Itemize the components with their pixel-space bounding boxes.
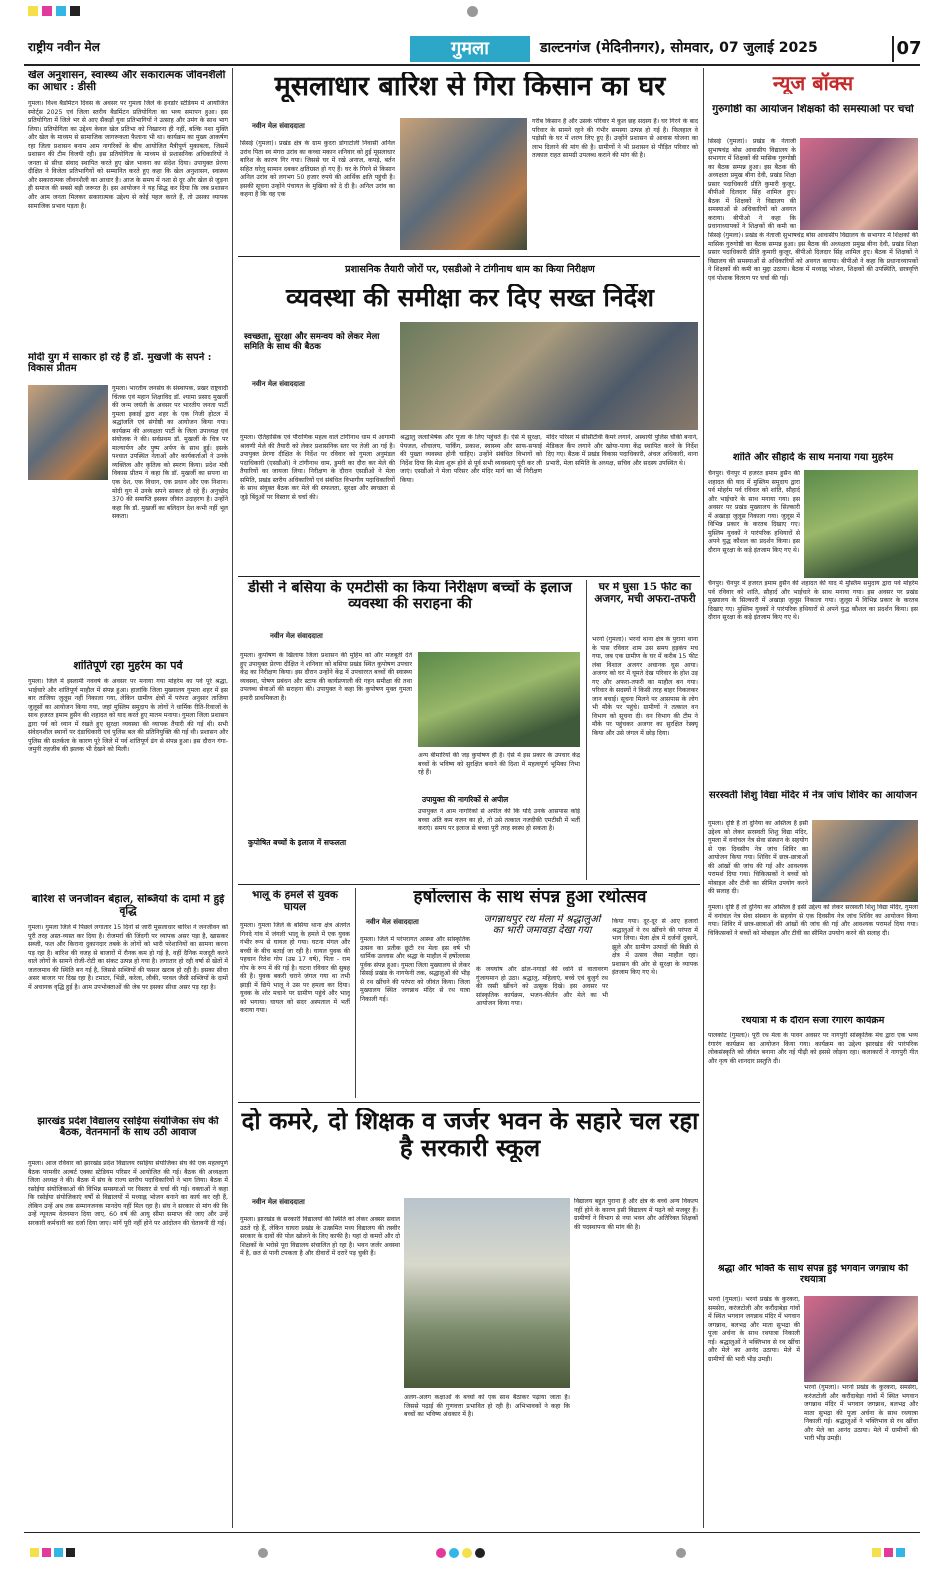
left-a5-headline: झारखंड प्रदेश विद्यालय रसोईया संयोजिका संघ की बैठक, वेतनमानों के साथ उठी आवाज bbox=[37, 1116, 219, 1139]
right-r2-body-b: चैनपुर। चैनपुर में हजरत इमाम हुसैन की शहादत की याद में मुस्लिम समुदाय द्वारा पर्व मोहर्रम पर्व रविवार को शांति, सौहार्द और भाईचारे के साथ मनाया गया। इस अवसर पर प्रखंड मुख्यालय के सिल्कारी में अखाड़ा जुलूस निकाला गया। जुलूस में विभिन्न प्रकार के करतब दिखाए गए। मुस्लिम युवकों ने पारंपरिक हथियारों से अपने युद्ध कौशल का प्रदर्शन किया। इस दौरान सुरक्षा के कड़े इंतजाम किए गए थे। bbox=[708, 580, 918, 622]
right-r1-body-a: सिसई (गुमला)। प्रखंड के नेताजी सुभाषचंद्र बोस आवासीय विद्यालय के सभागार में शिक्षकों की मासिक गुरुगोष्ठी का बैठक सम्पन्न हुआ। इस बैठक की अध्यक्षता प्रमुख बीना देवी, प्रखंड शिक्षा प्रसार पदाधिकारी प्रीति कुमारी कुजूर, बीपीओ दिलदार सिंह शामिल हुए। बैठक में शिक्षकों ने विद्यालय की समस्याओं से अधिकारियों को अवगत कराया। बीपीओ ने कहा कि प्रधानाध्यापकों ने शिक्षकों की कमी का bbox=[708, 138, 796, 230]
school-byline: नवीन मेल संवाददाता bbox=[252, 1198, 305, 1206]
dc-subhead: कुपोषित बच्चों के इलाज में सफलता bbox=[248, 838, 347, 847]
top-story-photo bbox=[400, 118, 527, 250]
dc-body-3: उपायुक्त ने आम नागरिकों से अपील की कि यदि उनके आसपास कोई बच्चा अति कम वजन का हो, तो उसे तत्काल नजदीकी एमटीसी में भर्ती कराएं। समय पर इलाज से बच्चा पूरी तरह स्वस्थ हो सकता है। bbox=[418, 808, 580, 833]
top-story-headline: मूसलाधार बारिश से गिरा किसान का घर bbox=[274, 72, 666, 102]
rath-body-1: गुमला। जिले में परंपरागत आस्था और सांस्कृतिक उत्सव का प्रतीक छूटी रथ मेला इस वर्ष भी धार्मिक उल्लास और श्रद्धा के माहौल में हर्षोल्लास पूर्वक संपन्न हुआ। गुमला जिला मुख्यालय से लेकर सिसई प्रखंड के नागफेनी तक, श्रद्धालुओं की भीड़ से रथ खींचने की परंपरा को जीवंत किया। जिला मुख्यालय स्थित जगन्नाथ मंदिर से रथ यात्रा निकाली गई। bbox=[360, 936, 470, 1003]
house-rule bbox=[586, 580, 587, 880]
reg-mark-bottom-right bbox=[872, 1548, 905, 1557]
reg-mark-bottom-center bbox=[436, 1548, 485, 1558]
review-top-rule bbox=[238, 256, 700, 257]
right-r5-body-a: भरनो (गुमला)। भरनो प्रखंड के कुरकरा, समसेरा, करंजटोली और करौंदाबेड़ा गांवों में स्थित भगवान जगन्नाथ मंदिर में भगवान जगन्नाथ, बलभद्र और माता सुभद्रा की पूजा अर्चना के साथ रथयात्रा निकाली गई। श्रद्धालुओं ने भक्तिभाव से रथ खींचा और मेले का आनंद उठाया। मेले में ग्रामीणों की भारी भीड़ उमड़ी। bbox=[708, 1296, 800, 1363]
house-body: भरनो (गुमला)। भरनो थाना क्षेत्र के पुराना थाना के पास रविवार शाम उस समय हड़कंप मच गया, जब एक ग्रामीण के घर में करीब 15 फीट लंबा विशाल अजगर अचानक घुस आया। अजगर को घर में घूमते देख परिवार के होश उड़ गए और अफरा-तफरी का माहौल बन गया। परिवार के सदस्यों ने किसी तरह बाहर निकलकर जान बचाई। सूचना मिलने पर आसपास के लोग भी मौके पर पहुंचे। ग्रामीणों ने तत्काल वन विभाग को सूचना दी। वन विभाग की टीम ने मौके पर पहुंचकर अजगर का सुरक्षित रेस्क्यू किया और उसे जंगल में छोड़ दिया। bbox=[592, 636, 698, 738]
dc-subhead-2: उपायुक्त की नागरिकों से अपील bbox=[422, 795, 509, 804]
left-a2-headline: मोदी युग में साकार हो रहे हैं डॉ. मुखर्जी के सपने : विकास प्रीतम bbox=[28, 352, 212, 375]
reg-mark-top bbox=[28, 6, 188, 16]
review-body-3: मंदिर परिसर में सीसीटीवी कैमरे लगाने, अस्थायी पुलिस चौकी बनाने, मेडिकल कैंप लगाने और खोया-पाया केंद्र स्थापित करने के निर्देश दिए गए। बैठक में प्रखंड विकास पदाधिकारी, अंचल अधिकारी, थाना प्रभारी, मेला समिति के अध्यक्ष, सचिव और सदस्य उपस्थित थे। bbox=[546, 434, 698, 467]
left-a5-body: गुमला। आज रविवार को झारखंड प्रदेश विद्यालय रसोईया संयोजिका संघ की एक महत्वपूर्ण बैठक परमवीर अल्बर्ट एक्का स्टेडियम परिसर में आयोजित की गई। बैठक की अध्यक्षता जिला अध्यक्ष ने की। बैठक में संघ के राज्य स्तरीय पदाधिकारियों ने भाग लिया। बैठक में रसोईया संयोजिकाओं की विभिन्न समस्याओं पर विस्तार से चर्चा की गई। वक्ताओं ने कहा कि रसोईया संयोजिकाएं वर्षों से विद्यालयों में मध्याह्न भोजन बनाने का कार्य कर रही हैं, लेकिन उन्हें अब तक सम्मानजनक मानदेय नहीं मिल रहा है। संघ ने सरकार से मांग की कि उन्हें न्यूनतम वेतनमान दिया जाए, 60 वर्ष की आयु सीमा समाप्त की जाए और उन्हें सरकारी कर्मचारी का दर्जा दिया जाए। मांगें पूरी नहीं होने पर आंदोलन की चेतावनी दी गई। bbox=[28, 1160, 228, 1227]
left-a3-headline: शांतिपूर्ण रहा मुहर्रम का पर्व bbox=[73, 660, 183, 672]
rath-body-3: किया गया। दूर-दूर से आए हजारों श्रद्धालुओं ने रथ खींचने की परंपरा में भाग लिया। मेला क्षेत्र में दर्जनों दुकानें, झूले और ग्रामीण उत्पादों की बिक्री से क्षेत्र में उत्सव जैसा माहौल रहा। प्रशासन की ओर से सुरक्षा के व्यापक इंतजाम किए गए थे। bbox=[612, 918, 698, 977]
school-headline: दो कमरे, दो शिक्षक व जर्जर भवन के सहारे चल रहा है सरकारी स्कूल bbox=[241, 1108, 699, 1162]
left-a1-body: गुमला। विश्व बैडमिंटन दिवस के अवसर पर गुमला जिले के इनडोर स्टेडियम में आयोजित स्पोर्ट्स 2025 एवं जिला स्तरीय बैडमिंटन प्रतियोगिता का भव्य समापन हुआ। इस प्रतियोगिता में जिले भर से आए सैकड़ों युवा प्रतिभागियों ने उत्साह और उमंग के साथ भाग लिया। प्रतियोगिता का उद्देश्य केवल खेल प्रतिभा को निखारना ही नहीं, बल्कि नशा मुक्ति और खेल के माध्यम से सामाजिक जागरूकता फैलाना भी था। कार्यक्रम का मुख्य आकर्षण रहा जिला प्रशासन बनाम आम नागरिकों के बीच आयोजित मैत्रीपूर्ण मुकाबला, जिसमें प्रशासन की टीम विजयी रही। इस प्रतियोगिता के माध्यम से प्रशासनिक अधिकारियों ने जनता से सीधा संवाद स्थापित करते हुए खेल भावना का संदेश दिया। उपायुक्त प्रेरणा दीक्षित ने विजेता प्रतिभागियों को सम्मानित करते हुए कहा कि खेल अनुशासन, स्वास्थ्य और सकारात्मक जीवनशैली का आधार है। आज के समय में नशा से दूर और खेल से जुड़ना ही समाज की सबसे बड़ी जरूरत है। इस आयोजन ने यह सिद्ध कर दिया कि जब प्रशासन और आम जनता मिलकर सकारात्मक उद्देश्य से कोई पहल करते हैं, तो उसका व्यापक सामाजिक प्रभाव पड़ता है। bbox=[28, 100, 228, 210]
top-story-body-2: गरीब किसान है और उसके परिवार में कुल छह सदस्य हैं। घर गिरने के बाद परिवार के सामने रहने की गंभीर समस्या उत्पन्न हो गई है। फिलहाल वे पड़ोसी के घर में शरण लिए हुए हैं। उन्होंने प्रशासन से आवास योजना का लाभ दिलाने की मांग की है। ग्रामीणों ने भी प्रशासन से पीड़ित परिवार को तत्काल राहत सामग्री उपलब्ध कराने की मांग की है। bbox=[532, 118, 698, 160]
column-rule-right bbox=[703, 68, 704, 1528]
right-r2-photo bbox=[804, 470, 918, 578]
dc-headline: डीसी ने बसिया के एमटीसी का किया निरीक्षण बच्चों के इलाज व्यवस्था की सराहना की bbox=[248, 580, 572, 613]
top-story-body-1: सिसई (गुमला)। प्रखंड क्षेत्र के ग्राम कुदरा डोंगाटोली निवासी अनिल उरांव पिता स्व मंगरा उरांव का कच्चा मकान शनिवार को हुई मूसलाधार बारिश के कारण गिर गया। जिससे घर में रखे अनाज, कपड़े, बर्तन सहित घरेलू सामान दबकर क्षतिग्रस्त हो गए हैं। घर के गिरने से किसान अनिल उरांव को लगभग 50 हजार रुपये की आर्थिक क्षति पहुंची है। इसकी सूचना उन्होंने पंचायत के मुखिया को दे दी है। अनिल उरांव का कहना है कि वह एक bbox=[240, 140, 395, 199]
dc-body-2: अन्य बीमारियों की जड़ कुपोषण ही है। ऐसे में इस प्रकार के उपचार केंद्र बच्चों के भविष्य को सुरक्षित बनाने की दिशा में महत्वपूर्ण भूमिका निभा रहे हैं। bbox=[418, 752, 580, 777]
school-body-1: गुमला। झारखंड के सरकारी विद्यालयों की स्थिति को लेकर अक्सर सवाल उठते रहे हैं, लेकिन घाघरा प्रखंड के उत्क्रमित मध्य विद्यालय की तस्वीर सरकार के दावों की पोल खोलने के लिए काफी है। यहां दो कमरों और दो शिक्षकों के भरोसे पूरा विद्यालय संचालित हो रहा है। भवन जर्जर अवस्था में है, छत से पानी टपकता है और दीवारों में दरारें पड़ चुकी हैं। bbox=[240, 1216, 400, 1258]
review-bullet: स्वच्छता, सुरक्षा और समन्वय को लेकर मेला समिति के साथ की बैठक bbox=[244, 332, 380, 353]
reg-mark-bottom-mid bbox=[258, 1548, 268, 1558]
bear-top-rule bbox=[238, 884, 700, 885]
dc-photo bbox=[418, 652, 580, 747]
rath-quote: जगन्नाथपुर रथ मेला में श्रद्धालुओं का भारी जमावड़ा देखा गया bbox=[483, 914, 601, 937]
review-body-2: श्रद्धालु जलाभिषेक और पूजा के लिए पहुंचते हैं। ऐसे में सुरक्षा, पेयजल, शौचालय, पार्किंग, प्रकाश, स्वास्थ्य और साफ-सफाई की पुख्ता व्यवस्था होनी चाहिए। उन्होंने संबंधित विभागों को निर्देश दिया कि मेला शुरू होने से पूर्व सभी व्यवस्थाएं पूरी कर ली जाएं। एसडीओ ने मेला परिसर और मंदिर मार्ग का भी निरीक्षण किया। bbox=[400, 434, 542, 484]
dc-byline: नवीन मेल संवाददाता bbox=[270, 632, 323, 640]
bear-body: गुमला। गुमला जिले के बसिया थाना क्षेत्र अंतर्गत गिनदे गांव में जंगली भालू के हमले में एक युवक गंभीर रूप से घायल हो गया। घटना मंगल और बच्ची के बीच बताई जा रही है। घायल युवक की पहचान रितेश गोप (उम्र 17 वर्ष), पिता - राम गोप के रूप में की गई है। घटना रविवार की सुबह की है। युवक बकरी चराने जंगल गया था तभी झाड़ी में छिपे भालू ने उस पर हमला कर दिया। युवक के शोर मचाने पर ग्रामीण पहुंचे और भालू को भगाया। घायल को सदर अस्पताल में भर्ती कराया गया। bbox=[240, 922, 350, 1015]
right-r2-body-a: चैनपुर। चैनपुर में हजरत इमाम हुसैन की शहादत की याद में मुस्लिम समुदाय द्वारा पर्व मोहर्रम पर्व रविवार को शांति, सौहार्द और भाईचारे के साथ मनाया गया। इस अवसर पर प्रखंड मुख्यालय के सिल्कारी में अखाड़ा जुलूस निकाला गया। जुलूस में विभिन्न प्रकार के करतब दिखाए गए। मुस्लिम युवकों ने पारंपरिक हथियारों से अपने युद्ध कौशल का प्रदर्शन किया। इस दौरान सुरक्षा के कड़े इंतजाम किए गए थे। bbox=[708, 470, 800, 554]
paper-name: राष्ट्रीय नवीन मेल bbox=[28, 40, 100, 54]
left-a4-body: गुमला। गुमला जिले में पिछले लगातार 15 दिनों से जारी मूसलाधार बारिश ने जनजीवन को पूरी तरह अस्त-व्यस्त कर दिया है। रोजमर्रा की जिंदगी पर व्यापक असर पड़ा है, खासकर सब्जी, फल और किराना दुकानदार तबके के लोगों को भारी परेशानियों का सामना करना पड़ रहा है। बारिश की वजह से बाजारों में रौनक कम हो गई है, वहीं दैनिक मजदूरी करने वाले लोगों के सामने रोजी-रोटी का संकट उत्पन्न हो गया है। लगातार हो रही वर्षा से खेतों में जलजमाव की स्थिति बन गई है, जिससे सब्जियों की फसल खराब हो रही है। इसका सीधा असर बाजार पर दिख रहा है। टमाटर, भिंडी, करेला, लौकी, परवल जैसी सब्जियों के दामों में अचानक वृद्धि हुई है। आम उपभोक्ताओं की जेब पर इसका सीधा असर पड़ रहा है। bbox=[28, 924, 228, 991]
house-headline: घर में घुसा 15 फीट का अजगर, मची अफरा-तफरी bbox=[594, 582, 696, 605]
dateline: डाल्टनगंज (मेदिनीनगर), सोमवार, 07 जुलाई 2025 bbox=[540, 40, 818, 56]
dc-body-1: गुमला। कुपोषण के खिलाफ जिला प्रशासन की मुहिम को और मजबूती देते हुए उपायुक्त प्रेरणा दीक्षित ने शनिवार को बसिया प्रखंड स्थित कुपोषण उपचार केंद्र का निरीक्षण किया। इस दौरान उन्होंने केंद्र में उपचाररत बच्चों की स्वास्थ्य व्यवस्था, पोषण प्रबंधन और स्टाफ की कार्यप्रणाली की गहन समीक्षा की तथा उपलब्ध सेवाओं की सराहना की। उपायुक्त ने कहा कि कुपोषण मुक्त गुमला हमारी प्राथमिकता है। bbox=[240, 652, 412, 702]
left-a2-body: गुमला। भारतीय जनसंघ के संस्थापक, प्रखर राष्ट्रवादी चिंतक एवं महान शिक्षाविद डॉ. श्यामा प्रसाद मुखर्जी की जन्म जयंती के अवसर पर भारतीय जनता पार्टी गुमला इकाई द्वारा शहर के एक निजी होटल में श्रद्धांजलि एवं संगोष्ठी का आयोजन किया गया। कार्यक्रम की अध्यक्षता पार्टी के जिला उपाध्यक्ष एवं संयोजक ने की। सर्वप्रथम डॉ. मुखर्जी के चित्र पर माल्यार्पण और पुष्प अर्पण के साथ हुई। इसके पश्चात उपस्थित नेताओं और कार्यकर्ताओं ने उनके व्यक्तित्व और कृतित्व को स्मरण किया। प्रदेश मंत्री विकास प्रीतम ने कहा कि डॉ. मुखर्जी का सपना था एक देश, एक विधान, एक प्रधान और एक निशान। मोदी युग में उनके सपने साकार हो रहे हैं। अनुच्छेद 370 की समाप्ति इसका जीवंत उदाहरण है। उन्होंने कहा कि डॉ. मुखर्जी का बलिदान देश कभी नहीं भूल सकता। bbox=[112, 385, 228, 521]
right-r3-headline: सरस्वती शिशु विद्या मंदिर में नेत्र जांच शिविर का आयोजन bbox=[708, 790, 917, 801]
right-r1-body-b: सिसई (गुमला)। प्रखंड के नेताजी सुभाषचंद्र बोस आवासीय विद्यालय के सभागार में शिक्षकों की मासिक गुरुगोष्ठी का बैठक सम्पन्न हुआ। इस बैठक की अध्यक्षता प्रमुख बीना देवी, प्रखंड शिक्षा प्रसार पदाधिकारी प्रीति कुमारी कुजूर, बीपीओ दिलदार सिंह शामिल हुए। बैठक में शिक्षकों ने विद्यालय की समस्याओं से अधिकारियों को अवगत कराया। बीपीओ ने कहा कि प्रधानाध्यापकों ने शिक्षकों की कमी का मुद्दा उठाया। बैठक में मध्याह्न भोजन, शिक्षकों की उपस्थिति, छात्रवृत्ति एवं पोशाक वितरण पर चर्चा की गई। bbox=[708, 232, 918, 282]
right-r5-photo bbox=[804, 1296, 918, 1382]
review-photo bbox=[400, 322, 698, 430]
top-story-byline: नवीन मेल संवाददाता bbox=[252, 122, 305, 130]
right-r4-body: पालकोट (गुमला)। पूरी रथ मेला के पावन अवसर पर नागपुरी सांस्कृतिक मंच द्वारा एक भव्य रंगारंग कार्यक्रम का आयोजन किया गया। कार्यक्रम का उद्देश्य झारखंड की पारंपरिक लोकसंस्कृति को जीवंत बनाना और नई पीढ़ी को इससे जोड़ना रहा। कलाकारों ने नागपुरी गीत और नृत्य की शानदार प्रस्तुति दी। bbox=[708, 1032, 918, 1065]
reg-mark-bottom-left bbox=[30, 1548, 75, 1557]
right-r4-headline: रथयात्रा में के दौरान सजा रंगारंग कार्यक्रम bbox=[741, 1016, 885, 1026]
column-rule-left bbox=[232, 68, 233, 1528]
school-top-rule bbox=[238, 1102, 700, 1103]
review-body-1: गुमला। ऐतिहासिक एवं पौराणिक महत्व वाले टांगीनाथ धाम में आगामी श्रावणी मेले की तैयारी को लेकर प्रशासनिक स्तर पर तेजी आ गई है। उपायुक्त प्रेरणा दीक्षित के निर्देश पर रविवार को गुमला अनुमंडल पदाधिकारी (एसडीओ) ने टांगीनाथ धाम, डुमरी का दौरा कर मेले की तैयारियों का जायजा लिया। निरीक्षण के दौरान एसडीओ ने मेला समिति, प्रखंड स्तरीय अधिकारियों एवं संबंधित विभागीय पदाधिकारियों के साथ संयुक्त बैठक कर मेले की सफलता, सुरक्षा और स्वच्छता से जुड़े बिंदुओं पर विस्तार से चर्चा की। bbox=[240, 434, 395, 501]
bear-headline: भालू के हमले से युवक घायल bbox=[252, 890, 338, 913]
section-title: गुमला bbox=[410, 36, 530, 62]
masthead-rule bbox=[24, 64, 920, 66]
page-number: 07 bbox=[892, 36, 924, 62]
school-body-3: विद्यालय बहुत पुराना है और क्षेत्र के बच्चे अन्य विकल्प नहीं होने के कारण इसी विद्यालय में पढ़ने को मजबूर हैं। ग्रामीणों ने विभाग से नया भवन और अतिरिक्त शिक्षकों की पदस्थापना की मांग की है। bbox=[574, 1198, 698, 1231]
review-byline: नवीन मेल संवाददाता bbox=[252, 380, 305, 388]
news-box-title: न्यूज बॉक्स bbox=[772, 72, 854, 95]
right-r5-body-b: भरनो (गुमला)। भरनो प्रखंड के कुरकरा, समसेरा, करंजटोली और करौंदाबेड़ा गांवों में स्थित भगवान जगन्नाथ मंदिर में भगवान जगन्नाथ, बलभद्र और माता सुभद्रा की पूजा अर्चना के साथ रथयात्रा निकाली गई। श्रद्धालुओं ने भक्तिभाव से रथ खींचा और मेले का आनंद उठाया। मेले में ग्रामीणों की भारी भीड़ उमड़ी। bbox=[804, 1384, 918, 1443]
right-r2-headline: शांति और सौहार्द के साथ मनाया गया मुहर्रम bbox=[732, 452, 894, 463]
right-r3-body-a: गुमला। दृष्टि है तो दुनिया का अस्तित्व है इसी उद्देश्य को लेकर सरस्वती शिशु विद्या मंदिर, गुमला में वनांचल नेत्र सेवा संस्थान के सहयोग से एक दिवसीय नेत्र जांच शिविर का आयोजन किया गया। शिविर में छात्र-छात्राओं की आंखों की जांच की गई और आवश्यक परामर्श दिया गया। चिकित्सकों ने बच्चों को मोबाइल और टीवी का सीमित उपयोग करने की सलाह दी। bbox=[708, 820, 808, 896]
review-kicker: प्रशासनिक तैयारी जोरों पर, एसडीओ ने टांगीनाथ धाम का किया निरीक्षण bbox=[345, 264, 595, 275]
school-photo bbox=[404, 1198, 570, 1388]
left-a3-body: गुमला। जिले में इस्लामी नववर्ष के अवसर पर मनाया गया मोहर्रम का पर्व पूरे श्रद्धा, भाईचारे और शांतिपूर्ण माहौल में संपन्न हुआ। हालांकि जिला मुख्यालय गुमला शहर में इस बार ताजिया जुलूस नहीं निकाला गया, लेकिन ग्रामीण क्षेत्रों में परंपरा अनुसार ताजिया जुलूसों का आयोजन किया गया, जहां मुस्लिम समुदाय के लोगों ने धार्मिक रीति-रिवाजों के साथ हजरत इमाम हुसैन की शहादत को याद करते हुए मातम मनाया। गुमला जिला प्रशासन द्वारा पर्व को ध्यान में रखते हुए सुरक्षा व्यवस्था की व्यापक तैयारी की गई थी। सभी संवेदनशील स्थानों पर दंडाधिकारी एवं पुलिस बल की प्रतिनियुक्ति की गई थी। प्रशासन और पुलिस की सतर्कता के कारण पूरे जिले में पर्व शांतिपूर्ण ढंग से संपन्न हुआ। इस दौरान गंगा-जमुनी तहजीब की झलक भी देखने को मिली। bbox=[28, 678, 228, 754]
left-a2-photo bbox=[28, 385, 108, 480]
reg-mark-circle bbox=[467, 6, 478, 17]
right-r3-body-b: गुमला। दृष्टि है तो दुनिया का अस्तित्व है इसी उद्देश्य को लेकर सरस्वती शिशु विद्या मंदिर, गुमला में वनांचल नेत्र सेवा संस्थान के सहयोग से एक दिवसीय नेत्र जांच शिविर का आयोजन किया गया। शिविर में छात्र-छात्राओं की आंखों की जांच की गई और आवश्यक परामर्श दिया गया। चिकित्सकों ने बच्चों को मोबाइल और टीवी का सीमित उपयोग करने की सलाह दी। bbox=[708, 904, 918, 937]
school-body-2: अलग-अलग कक्षाओं के बच्चों को एक साथ बैठाकर पढ़ाया जाता है। जिससे पढ़ाई की गुणवत्ता प्रभावित हो रही है। अभिभावकों ने कहा कि बच्चों का भविष्य अंधकार में है। bbox=[404, 1394, 570, 1419]
rath-body-2: के जयघोष और ढोल-नगाड़ों की ध्वनि से वातावरण गुंजायमान हो उठा। श्रद्धालु, महिलाएं, बच्चे एवं बुजुर्ग रथ की रस्सी खींचने को उत्सुक दिखे। इस अवसर पर सांस्कृतिक कार्यक्रम, भजन-कीर्तन और मेले का भी आयोजन किया गया। bbox=[476, 966, 608, 1008]
rath-headline: हर्षोल्लास के साथ संपन्न हुआ रथोत्सव bbox=[413, 888, 647, 907]
right-r5-headline: श्रद्धा और भक्ति के साथ संपन्न हुई भगवान जगन्नाथ की रथयात्रा bbox=[717, 1264, 909, 1285]
rath-rule bbox=[355, 888, 356, 1098]
review-headline: व्यवस्था की समीक्षा कर दिए सख्त निर्देश bbox=[286, 284, 654, 312]
reg-mark-bottom-right-circle bbox=[676, 1548, 686, 1558]
left-a4-headline: बारिश से जनजीवन बेहाल, सब्जियों के दामों में हुई वृद्धि bbox=[31, 894, 225, 917]
dc-top-rule bbox=[238, 576, 700, 577]
left-a1-headline: खेल अनुशासन, स्वास्थ्य और सकारात्मक जीवनशैली का आधार : डीसी bbox=[28, 70, 226, 93]
right-r1-headline: गुरुगोष्ठी का आयोजन शिक्षकों की समस्याओं पर चर्चा bbox=[712, 104, 914, 115]
bottom-rule bbox=[24, 1532, 920, 1533]
rath-byline: नवीन मेल संवाददाता bbox=[366, 918, 419, 926]
right-r1-photo bbox=[800, 138, 918, 230]
right-r3-photo bbox=[812, 820, 918, 902]
